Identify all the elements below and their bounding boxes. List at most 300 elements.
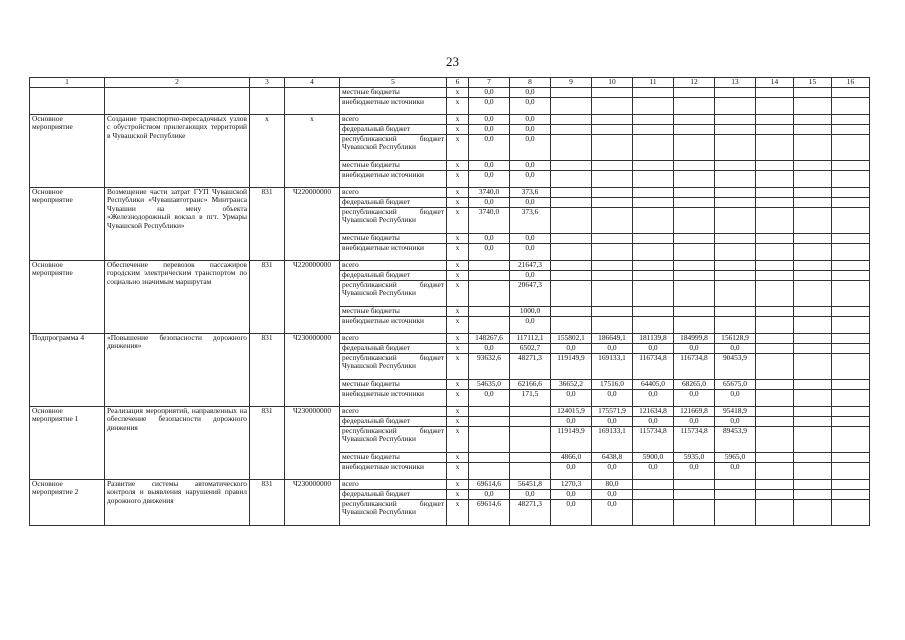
amount-cell-col-11: 64405,0	[633, 380, 674, 390]
amount-cell-col-10: 0,0	[592, 390, 633, 407]
column-number-16: 16	[832, 78, 870, 88]
amount-cell-col-15	[794, 427, 832, 453]
amount-cell-col-14	[756, 115, 794, 125]
amount-cell-col-9	[551, 261, 592, 271]
amount-cell-col-8: 0,0	[510, 171, 551, 188]
amount-cell-col-10	[592, 161, 633, 171]
funding-source-cell: федеральный бюджет	[340, 490, 447, 500]
amount-cell-col-7: 93632,6	[469, 354, 510, 380]
amount-cell-col-13: 0,0	[715, 463, 756, 480]
amount-cell-col-7: 0,0	[469, 135, 510, 161]
amount-cell-col-8: 0,0	[510, 317, 551, 334]
year-marker-cell: х	[447, 500, 469, 526]
year-marker-cell: х	[447, 208, 469, 234]
amount-cell-col-10	[592, 115, 633, 125]
column-number-11: 11	[633, 78, 674, 88]
amount-cell-col-7	[469, 463, 510, 480]
amount-cell-col-8: 373,6	[510, 208, 551, 234]
year-marker-cell: х	[447, 88, 469, 98]
executor-code-cell: 831	[250, 334, 285, 407]
amount-cell-col-15	[794, 307, 832, 317]
amount-cell-col-15	[794, 281, 832, 307]
amount-cell-col-14	[756, 334, 794, 344]
amount-cell-col-14	[756, 354, 794, 380]
amount-cell-col-10: 0,0	[592, 490, 633, 500]
amount-cell-col-9	[551, 161, 592, 171]
amount-cell-col-7: 3740,0	[469, 188, 510, 198]
amount-cell-col-9	[551, 135, 592, 161]
amount-cell-col-7	[469, 407, 510, 417]
amount-cell-col-9	[551, 244, 592, 261]
amount-cell-col-12: 116734,8	[674, 354, 715, 380]
amount-cell-col-8: 0,0	[510, 271, 551, 281]
funding-source-cell: республиканский бюджет Чувашской Республики	[340, 135, 447, 161]
column-number-13: 13	[715, 78, 756, 88]
year-marker-cell: х	[447, 115, 469, 125]
amount-cell-col-14	[756, 161, 794, 171]
amount-cell-col-16	[832, 500, 870, 526]
table-row	[30, 407, 870, 417]
amount-cell-col-8	[510, 427, 551, 453]
funding-source-cell: всего	[340, 115, 447, 125]
amount-cell-col-11	[633, 500, 674, 526]
column-number-8: 8	[510, 78, 551, 88]
amount-cell-col-15	[794, 188, 832, 198]
amount-cell-col-7: 0,0	[469, 490, 510, 500]
amount-cell-col-8	[510, 463, 551, 480]
amount-cell-col-15	[794, 98, 832, 115]
activity-status-cell: Основное мероприятие	[30, 261, 105, 334]
amount-cell-col-10: 17516,0	[592, 380, 633, 390]
amount-cell-col-10	[592, 317, 633, 334]
amount-cell-col-16	[832, 234, 870, 244]
amount-cell-col-9: 0,0	[551, 417, 592, 427]
amount-cell-col-14	[756, 208, 794, 234]
amount-cell-col-14	[756, 317, 794, 334]
amount-cell-col-15	[794, 88, 832, 98]
amount-cell-col-16	[832, 88, 870, 98]
funding-source-cell: всего	[340, 407, 447, 417]
amount-cell-col-12: 0,0	[674, 344, 715, 354]
amount-cell-col-16	[832, 188, 870, 198]
amount-cell-col-15	[794, 208, 832, 234]
amount-cell-col-16	[832, 135, 870, 161]
amount-cell-col-7: 0,0	[469, 244, 510, 261]
amount-cell-col-13: 65675,0	[715, 380, 756, 390]
activity-name-cell: Реализация мероприятий, направленных на обеспечение безопасности дорожного движения	[105, 407, 250, 480]
amount-cell-col-11: 0,0	[633, 417, 674, 427]
amount-cell-col-11	[633, 281, 674, 307]
amount-cell-col-11	[633, 234, 674, 244]
executor-code-cell: 831	[250, 188, 285, 261]
amount-cell-col-16	[832, 480, 870, 490]
amount-cell-col-14	[756, 407, 794, 417]
amount-cell-col-8: 6502,7	[510, 344, 551, 354]
amount-cell-col-11	[633, 244, 674, 261]
amount-cell-col-8: 0,0	[510, 234, 551, 244]
amount-cell-col-13	[715, 188, 756, 198]
amount-cell-col-14	[756, 261, 794, 271]
amount-cell-col-12	[674, 188, 715, 198]
target-article-cell: Ч220000000	[285, 261, 340, 334]
year-marker-cell: х	[447, 307, 469, 317]
amount-cell-col-11	[633, 171, 674, 188]
amount-cell-col-7: 0,0	[469, 344, 510, 354]
amount-cell-col-8	[510, 407, 551, 417]
amount-cell-col-9: 36652,2	[551, 380, 592, 390]
activity-name-cell	[105, 88, 250, 115]
activity-status-cell: Подпрограмма 4	[30, 334, 105, 407]
amount-cell-col-12	[674, 125, 715, 135]
amount-cell-col-9	[551, 115, 592, 125]
amount-cell-col-11	[633, 188, 674, 198]
funding-source-cell: внебюджетные источники	[340, 317, 447, 334]
year-marker-cell: х	[447, 161, 469, 171]
amount-cell-col-9: 4866,0	[551, 453, 592, 463]
amount-cell-col-12: 184999,8	[674, 334, 715, 344]
amount-cell-col-13: 90453,9	[715, 354, 756, 380]
amount-cell-col-9: 0,0	[551, 463, 592, 480]
activity-name-cell: Обеспечение перевозок пассажиров городским электрическим транспортом по социально значимым маршрутам	[105, 261, 250, 334]
amount-cell-col-12	[674, 490, 715, 500]
amount-cell-col-7	[469, 417, 510, 427]
amount-cell-col-11: 0,0	[633, 390, 674, 407]
year-marker-cell: х	[447, 261, 469, 271]
amount-cell-col-16	[832, 307, 870, 317]
year-marker-cell: х	[447, 463, 469, 480]
amount-cell-col-16	[832, 417, 870, 427]
amount-cell-col-7: 148267,6	[469, 334, 510, 344]
year-marker-cell: х	[447, 354, 469, 380]
amount-cell-col-7	[469, 281, 510, 307]
table-row	[30, 188, 870, 198]
target-article-cell: Ч220000000	[285, 188, 340, 261]
funding-source-cell: федеральный бюджет	[340, 344, 447, 354]
amount-cell-col-9	[551, 188, 592, 198]
amount-cell-col-9: 0,0	[551, 344, 592, 354]
amount-cell-col-12: 5935,0	[674, 453, 715, 463]
column-number-2: 2	[105, 78, 250, 88]
amount-cell-col-10: 169133,1	[592, 427, 633, 453]
amount-cell-col-7: 0,0	[469, 98, 510, 115]
year-marker-cell: х	[447, 427, 469, 453]
amount-cell-col-15	[794, 500, 832, 526]
amount-cell-col-10	[592, 88, 633, 98]
amount-cell-col-14	[756, 490, 794, 500]
column-number-7: 7	[469, 78, 510, 88]
funding-source-cell: всего	[340, 261, 447, 271]
amount-cell-col-16	[832, 244, 870, 261]
funding-source-cell: всего	[340, 188, 447, 198]
year-marker-cell: х	[447, 480, 469, 490]
amount-cell-col-8: 20647,3	[510, 281, 551, 307]
amount-cell-col-8: 48271,3	[510, 500, 551, 526]
amount-cell-col-15	[794, 407, 832, 417]
year-marker-cell: х	[447, 417, 469, 427]
amount-cell-col-12	[674, 88, 715, 98]
amount-cell-col-12: 115734,8	[674, 427, 715, 453]
amount-cell-col-15	[794, 417, 832, 427]
amount-cell-col-12	[674, 161, 715, 171]
executor-code-cell: 831	[250, 407, 285, 480]
amount-cell-col-8	[510, 417, 551, 427]
amount-cell-col-11	[633, 271, 674, 281]
amount-cell-col-15	[794, 234, 832, 244]
amount-cell-col-12	[674, 198, 715, 208]
amount-cell-col-12: 68265,0	[674, 380, 715, 390]
amount-cell-col-9	[551, 198, 592, 208]
amount-cell-col-10	[592, 188, 633, 198]
amount-cell-col-14	[756, 344, 794, 354]
amount-cell-col-8: 117112,1	[510, 334, 551, 344]
amount-cell-col-15	[794, 244, 832, 261]
amount-cell-col-14	[756, 135, 794, 161]
amount-cell-col-13	[715, 261, 756, 271]
amount-cell-col-13	[715, 500, 756, 526]
amount-cell-col-13	[715, 244, 756, 261]
table-row	[30, 88, 870, 98]
amount-cell-col-7: 69614,6	[469, 500, 510, 526]
funding-source-cell: внебюджетные источники	[340, 244, 447, 261]
amount-cell-col-11	[633, 208, 674, 234]
funding-source-cell: федеральный бюджет	[340, 198, 447, 208]
activity-status-cell	[30, 88, 105, 115]
amount-cell-col-10: 0,0	[592, 417, 633, 427]
amount-cell-col-15	[794, 125, 832, 135]
budget-table	[29, 77, 870, 526]
amount-cell-col-10	[592, 125, 633, 135]
amount-cell-col-12	[674, 500, 715, 526]
column-number-row	[30, 78, 870, 88]
amount-cell-col-14	[756, 380, 794, 390]
activity-status-cell: Основное мероприятие 1	[30, 407, 105, 480]
amount-cell-col-12	[674, 317, 715, 334]
funding-source-cell: республиканский бюджет Чувашской Республики	[340, 354, 447, 380]
amount-cell-col-14	[756, 88, 794, 98]
amount-cell-col-11	[633, 261, 674, 271]
amount-cell-col-14	[756, 125, 794, 135]
amount-cell-col-7	[469, 307, 510, 317]
amount-cell-col-10: 0,0	[592, 500, 633, 526]
amount-cell-col-16	[832, 317, 870, 334]
target-article-cell: Ч230000000	[285, 407, 340, 480]
year-marker-cell: х	[447, 244, 469, 261]
executor-code-cell: 831	[250, 261, 285, 334]
amount-cell-col-10	[592, 281, 633, 307]
amount-cell-col-9: 0,0	[551, 490, 592, 500]
amount-cell-col-12: 0,0	[674, 417, 715, 427]
activity-status-cell: Основное мероприятие	[30, 115, 105, 188]
target-article-cell: х	[285, 115, 340, 188]
amount-cell-col-15	[794, 115, 832, 125]
amount-cell-col-10: 169133,1	[592, 354, 633, 380]
amount-cell-col-12: 0,0	[674, 390, 715, 407]
amount-cell-col-15	[794, 317, 832, 334]
amount-cell-col-14	[756, 188, 794, 198]
funding-source-cell: внебюджетные источники	[340, 463, 447, 480]
amount-cell-col-10	[592, 244, 633, 261]
amount-cell-col-14	[756, 453, 794, 463]
amount-cell-col-9	[551, 234, 592, 244]
year-marker-cell: х	[447, 98, 469, 115]
amount-cell-col-9: 1270,3	[551, 480, 592, 490]
table-body	[30, 78, 870, 526]
column-number-1: 1	[30, 78, 105, 88]
amount-cell-col-11	[633, 115, 674, 125]
amount-cell-col-16	[832, 427, 870, 453]
amount-cell-col-15	[794, 271, 832, 281]
funding-source-cell: федеральный бюджет	[340, 125, 447, 135]
year-marker-cell: х	[447, 271, 469, 281]
amount-cell-col-13: 89453,9	[715, 427, 756, 453]
activity-status-cell: Основное мероприятие 2	[30, 480, 105, 526]
amount-cell-col-14	[756, 171, 794, 188]
amount-cell-col-10: 175571,9	[592, 407, 633, 417]
year-marker-cell: х	[447, 380, 469, 390]
amount-cell-col-12: 121669,8	[674, 407, 715, 417]
amount-cell-col-10	[592, 234, 633, 244]
activity-name-cell: Создание транспортно-пересадочных узлов с обустройством прилегающих территорий в Чувашской Республике	[105, 115, 250, 188]
amount-cell-col-10	[592, 261, 633, 271]
amount-cell-col-11: 116734,8	[633, 354, 674, 380]
amount-cell-col-15	[794, 198, 832, 208]
amount-cell-col-14	[756, 390, 794, 407]
amount-cell-col-10	[592, 208, 633, 234]
executor-code-cell	[250, 88, 285, 115]
amount-cell-col-8: 0,0	[510, 135, 551, 161]
year-marker-cell: х	[447, 334, 469, 344]
activity-name-cell: Развитие системы автоматического контроля и выявления нарушений правил дорожного движения	[105, 480, 250, 526]
year-marker-cell: х	[447, 317, 469, 334]
table-row	[30, 261, 870, 271]
amount-cell-col-8: 48271,3	[510, 354, 551, 380]
amount-cell-col-11	[633, 198, 674, 208]
amount-cell-col-8: 0,0	[510, 125, 551, 135]
amount-cell-col-11	[633, 490, 674, 500]
amount-cell-col-16	[832, 453, 870, 463]
amount-cell-col-15	[794, 453, 832, 463]
amount-cell-col-15	[794, 490, 832, 500]
year-marker-cell: х	[447, 490, 469, 500]
amount-cell-col-14	[756, 307, 794, 317]
amount-cell-col-7: 0,0	[469, 161, 510, 171]
funding-source-cell: всего	[340, 480, 447, 490]
funding-source-cell: внебюджетные источники	[340, 171, 447, 188]
amount-cell-col-7	[469, 317, 510, 334]
funding-source-cell: местные бюджеты	[340, 161, 447, 171]
column-number-9: 9	[551, 78, 592, 88]
amount-cell-col-10: 0,0	[592, 344, 633, 354]
amount-cell-col-10: 0,0	[592, 463, 633, 480]
year-marker-cell: х	[447, 281, 469, 307]
amount-cell-col-7: 54635,0	[469, 380, 510, 390]
funding-source-cell: местные бюджеты	[340, 453, 447, 463]
amount-cell-col-11: 121634,8	[633, 407, 674, 417]
amount-cell-col-7: 3740,0	[469, 208, 510, 234]
amount-cell-col-11	[633, 135, 674, 161]
amount-cell-col-8: 0,0	[510, 115, 551, 125]
amount-cell-col-8: 1000,0	[510, 307, 551, 317]
table-row	[30, 334, 870, 344]
amount-cell-col-10	[592, 171, 633, 188]
column-number-10: 10	[592, 78, 633, 88]
amount-cell-col-9	[551, 307, 592, 317]
amount-cell-col-16	[832, 261, 870, 271]
amount-cell-col-13	[715, 234, 756, 244]
amount-cell-col-9	[551, 281, 592, 307]
amount-cell-col-15	[794, 171, 832, 188]
amount-cell-col-7: 0,0	[469, 88, 510, 98]
amount-cell-col-9	[551, 171, 592, 188]
column-number-14: 14	[756, 78, 794, 88]
amount-cell-col-12	[674, 115, 715, 125]
amount-cell-col-7	[469, 427, 510, 453]
amount-cell-col-13	[715, 88, 756, 98]
amount-cell-col-11	[633, 98, 674, 115]
amount-cell-col-14	[756, 480, 794, 490]
amount-cell-col-13	[715, 161, 756, 171]
amount-cell-col-11: 115734,8	[633, 427, 674, 453]
amount-cell-col-9: 0,0	[551, 500, 592, 526]
table-row	[30, 480, 870, 490]
column-number-12: 12	[674, 78, 715, 88]
amount-cell-col-11	[633, 125, 674, 135]
year-marker-cell: х	[447, 125, 469, 135]
column-number-4: 4	[285, 78, 340, 88]
column-number-15: 15	[794, 78, 832, 88]
year-marker-cell: х	[447, 135, 469, 161]
amount-cell-col-10	[592, 307, 633, 317]
amount-cell-col-15	[794, 135, 832, 161]
funding-source-cell: всего	[340, 334, 447, 344]
year-marker-cell: х	[447, 453, 469, 463]
amount-cell-col-8: 0,0	[510, 88, 551, 98]
amount-cell-col-16	[832, 334, 870, 344]
amount-cell-col-11: 0,0	[633, 344, 674, 354]
amount-cell-col-7	[469, 261, 510, 271]
funding-source-cell: местные бюджеты	[340, 380, 447, 390]
amount-cell-col-8: 21647,3	[510, 261, 551, 271]
amount-cell-col-11: 0,0	[633, 463, 674, 480]
amount-cell-col-15	[794, 344, 832, 354]
amount-cell-col-10	[592, 98, 633, 115]
amount-cell-col-16	[832, 125, 870, 135]
year-marker-cell: х	[447, 198, 469, 208]
amount-cell-col-13	[715, 281, 756, 307]
amount-cell-col-8: 0,0	[510, 198, 551, 208]
year-marker-cell: х	[447, 234, 469, 244]
year-marker-cell: х	[447, 171, 469, 188]
amount-cell-col-8: 171,5	[510, 390, 551, 407]
amount-cell-col-16	[832, 380, 870, 390]
amount-cell-col-16	[832, 463, 870, 480]
funding-source-cell: местные бюджеты	[340, 234, 447, 244]
funding-source-cell: внебюджетные источники	[340, 98, 447, 115]
amount-cell-col-16	[832, 98, 870, 115]
amount-cell-col-12	[674, 208, 715, 234]
column-number-5: 5	[340, 78, 447, 88]
executor-code-cell: х	[250, 115, 285, 188]
funding-source-cell: республиканский бюджет Чувашской Республики	[340, 281, 447, 307]
funding-source-cell: федеральный бюджет	[340, 271, 447, 281]
amount-cell-col-13: 95418,9	[715, 407, 756, 417]
amount-cell-col-12	[674, 281, 715, 307]
amount-cell-col-12	[674, 244, 715, 261]
amount-cell-col-14	[756, 244, 794, 261]
amount-cell-col-12	[674, 271, 715, 281]
amount-cell-col-14	[756, 98, 794, 115]
activity-name-cell: Возмещение части затрат ГУП Чувашской Республики «Чувашавтотранс» Минтранса Чувашии на мену объекта «Железнодорожный вокзал в пгт. Урмары Чувашской Республики»	[105, 188, 250, 261]
